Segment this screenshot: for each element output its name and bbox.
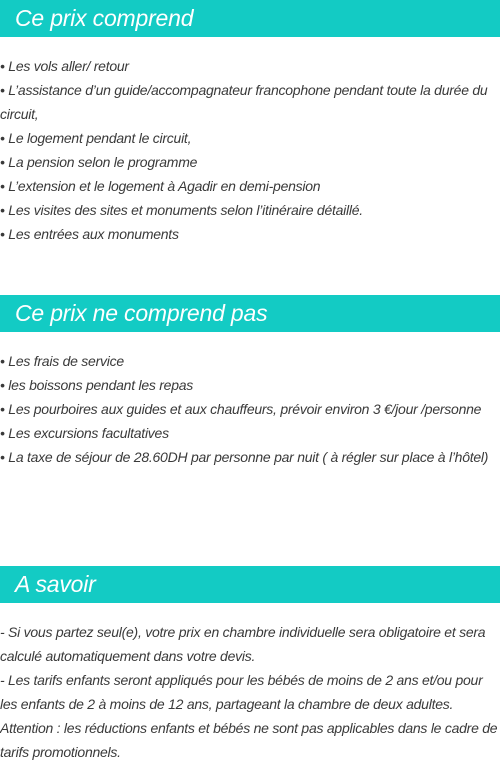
excludes-item: • Les frais de service <box>0 353 124 369</box>
includes-item: • L’extension et le logement à Agadir en demi-pension <box>0 178 321 194</box>
info-item: Attention : les réductions enfants et bébés ne sont pas applicables dans le cadre de tarifs promotionnels. <box>0 720 498 760</box>
info-item: - Si vous partez seul(e), votre prix en chambre individuelle sera obligatoire et sera calculé automatiquement dans votre devis. <box>0 624 486 664</box>
excludes-item: • Les excursions facultatives <box>0 425 169 441</box>
section-title-excludes: Ce prix ne comprend pas <box>15 300 268 326</box>
info-item: - Les tarifs enfants seront appliqués pour les bébés de moins de 2 ans et/ou pour les enfants de 2 à moins de 12 ans, partageant la chambre de deux adultes. <box>0 672 483 712</box>
section-header-info <box>0 566 500 603</box>
section-header-excludes <box>0 295 500 332</box>
includes-item: • La pension selon le programme <box>0 154 198 170</box>
includes-item: • Les entrées aux monuments <box>0 226 179 242</box>
section-title-includes: Ce prix comprend <box>15 5 194 31</box>
info-list <box>0 620 500 764</box>
section-title-info: A savoir <box>15 571 96 597</box>
includes-item: • Le logement pendant le circuit, <box>0 130 192 146</box>
section-price-excludes <box>0 295 500 469</box>
section-price-includes <box>0 0 500 246</box>
excludes-list <box>0 349 500 469</box>
section-header-includes <box>0 0 500 37</box>
includes-list <box>0 54 500 246</box>
section-good-to-know <box>0 566 500 764</box>
excludes-item: • les boissons pendant les repas <box>0 377 194 393</box>
includes-item: • Les visites des sites et monuments selon l’itinéraire détaillé. <box>0 202 363 218</box>
includes-item: • L’assistance d’un guide/accompagnateur francophone pendant toute la durée du circuit, <box>0 82 488 122</box>
includes-item: • Les vols aller/ retour <box>0 58 129 74</box>
excludes-item: • Les pourboires aux guides et aux chauffeurs, prévoir environ 3 €/jour /personne <box>0 401 482 417</box>
excludes-item: • La taxe de séjour de 28.60DH par personne par nuit ( à régler sur place à l’hôtel) <box>0 449 489 465</box>
